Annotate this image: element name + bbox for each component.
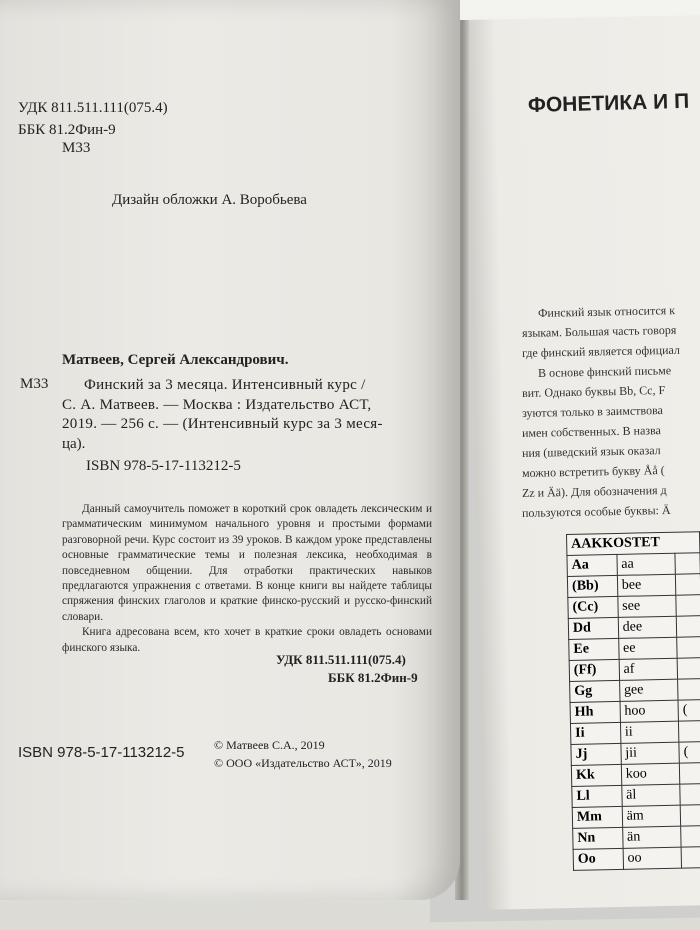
- alphabet-letter: Mm: [572, 806, 622, 828]
- alphabet-letter-name: ii: [620, 721, 679, 743]
- alphabet-extra-cell: (: [679, 742, 700, 764]
- alphabet-letter: (Cc): [568, 596, 618, 618]
- alphabet-extra-cell: [676, 595, 700, 617]
- alphabet-extra-cell: [677, 658, 700, 680]
- alphabet-letter-name: af: [619, 658, 678, 680]
- bib-line: 2019. — 256 с. — (Интенсивный курс за 3 меся-: [62, 416, 383, 432]
- udk-code: УДК 811.511.111(075.4): [18, 100, 168, 116]
- alphabet-letter-name: oo: [623, 847, 682, 869]
- design-credit: Дизайн обложки А. Воробьева: [112, 192, 307, 208]
- alphabet-extra-cell: [679, 721, 700, 743]
- bib-author-mark: М33: [20, 376, 49, 392]
- alphabet-letter: Oo: [573, 848, 623, 870]
- alphabet-letter: Kk: [571, 764, 621, 786]
- alphabet-letter-name: hoo: [620, 700, 679, 722]
- author-mark: М33: [62, 140, 91, 156]
- alphabet-extra-cell: [675, 553, 700, 575]
- udk-bottom: УДК 811.511.111(075.4): [276, 652, 406, 667]
- alphabet-table-title: AAKKOSTET: [567, 532, 700, 556]
- alphabet-letter-name: äm: [622, 805, 681, 827]
- bib-line: С. А. Матвеев. — Москва : Издательство АСТ,: [62, 396, 372, 413]
- text-line: В основе финский письме: [537, 363, 672, 380]
- alphabet-letter: Gg: [570, 680, 620, 702]
- alphabet-letter-name: än: [622, 826, 681, 848]
- text-line: имен собственных. В назва: [521, 423, 662, 440]
- alphabet-row: [569, 658, 700, 682]
- alphabet-extra-cell: [680, 805, 700, 827]
- abstract-paragraph: Книга адресована всем, кто хочет в краткие сроки овладеть основами финского языка.: [62, 626, 432, 654]
- alphabet-row: [570, 679, 700, 703]
- alphabet-letter: Nn: [573, 827, 623, 849]
- alphabet-letter: Hh: [570, 701, 620, 723]
- alphabet-letter-name: jii: [621, 742, 680, 764]
- alphabet-letter-name: gee: [619, 679, 678, 701]
- alphabet-row: [573, 826, 700, 850]
- alphabet-extra-cell: [681, 826, 700, 848]
- alphabet-row: [567, 553, 700, 577]
- text-line: Финский язык относится к: [537, 303, 676, 320]
- text-line: вит. Однако буквы Bb, Cc, F: [521, 383, 666, 400]
- text-line: Zz и Ää). Для обозначения д: [521, 482, 667, 500]
- alphabet-letter-name: äl: [621, 784, 680, 806]
- text-line: зуются только в заимствова: [521, 403, 663, 420]
- alphabet-letter-name: koo: [621, 763, 680, 785]
- abstract-paragraph: Данный самоучитель поможет в короткий срок овладеть лексическим и грамматическим минимумом начального уровня и простыми формами разговорной речи. Курс состоит из 39 уроков. В каждом уроке представлены основные грамматические темы и полезная лексика, необходимая в повседневном общении. Для отработки практических навыков предлагаются упражнения с ответами. В конце книги вы найдете таблицы спряжения финских глаголов и краткие финско-русский и русско-финский словари.: [62, 503, 432, 623]
- text-line: ния (шведский язык оказал: [521, 443, 661, 460]
- alphabet-extra-cell: [679, 763, 700, 785]
- alphabet-letter-name: aa: [617, 553, 676, 575]
- text-line: пользуются особые буквы: Ä: [521, 502, 671, 520]
- alphabet-extra-cell: [680, 784, 700, 806]
- alphabet-row: [572, 784, 700, 808]
- alphabet-letter: Ii: [570, 722, 620, 744]
- alphabet-letter: Dd: [568, 617, 618, 639]
- isbn-main: ISBN 978-5-17-113212-5: [86, 458, 241, 474]
- section-title: ФОНЕТИКА И П: [527, 89, 690, 117]
- bib-line: ца).: [62, 435, 86, 452]
- copyright-author: © Матвеев С.А., 2019: [214, 738, 325, 752]
- alphabet-row: [568, 616, 700, 640]
- alphabet-letter-name: dee: [618, 616, 677, 638]
- alphabet-row: [570, 721, 700, 745]
- alphabet-row: [567, 574, 700, 598]
- alphabet-extra-cell: [676, 574, 700, 596]
- alphabet-letter-name: ee: [618, 637, 677, 659]
- alphabet-letter: Ee: [569, 638, 619, 660]
- alphabet-extra-cell: [677, 637, 700, 659]
- alphabet-row: [571, 742, 700, 766]
- alphabet-row: [573, 847, 700, 871]
- text-line: языкам. Большая часть говоря: [521, 322, 677, 340]
- alphabet-letter: (Bb): [567, 575, 617, 597]
- alphabet-letter: (Ff): [569, 659, 619, 681]
- bib-line: Финский за 3 месяца. Интенсивный курс /: [84, 377, 366, 393]
- bibliographic-record: [62, 376, 440, 454]
- alphabet-row: [571, 763, 700, 787]
- alphabet-table: [566, 531, 700, 871]
- author-heading: Матвеев, Сергей Александрович.: [62, 352, 289, 368]
- alphabet-row: [572, 805, 700, 829]
- alphabet-letter: Aa: [567, 554, 617, 576]
- text-line: где финский является официал: [521, 342, 681, 360]
- copyright-publisher: © ООО «Издательство АСТ», 2019: [214, 756, 392, 770]
- abstract: [62, 502, 432, 656]
- alphabet-extra-cell: [681, 847, 700, 869]
- isbn-footer: ISBN 978-5-17-113212-5: [18, 744, 185, 761]
- alphabet-table-header: [567, 532, 700, 556]
- alphabet-letter-name: bee: [617, 574, 676, 596]
- text-line: можно встретить букву Åå (: [521, 463, 665, 480]
- alphabet-extra-cell: [678, 679, 700, 701]
- alphabet-letter-name: see: [618, 595, 677, 617]
- bbk-code: ББК 81.2Фин-9: [18, 122, 116, 138]
- alphabet-row: [569, 637, 700, 661]
- alphabet-letter: Jj: [571, 743, 621, 765]
- alphabet-extra-cell: [676, 616, 700, 638]
- alphabet-letter: Ll: [572, 785, 622, 807]
- alphabet-row: [568, 595, 700, 619]
- alphabet-row: [570, 700, 700, 724]
- alphabet-extra-cell: (: [678, 700, 700, 722]
- bbk-bottom: ББК 81.2Фин-9: [328, 670, 418, 685]
